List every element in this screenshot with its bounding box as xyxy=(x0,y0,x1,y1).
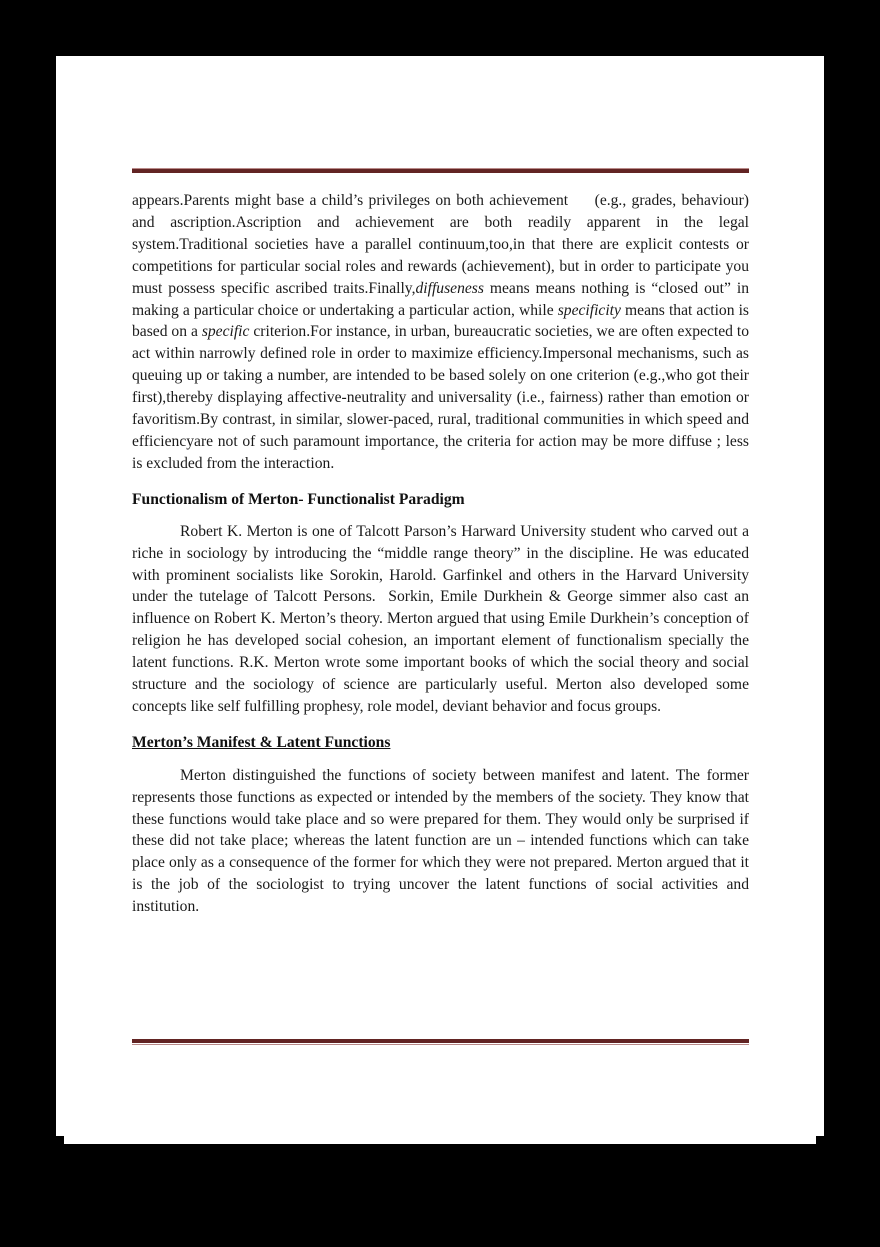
header-rule xyxy=(132,168,749,174)
footer-rule xyxy=(132,1039,749,1045)
spacer xyxy=(132,754,749,765)
paragraph-text: means means nothing is “closed out” in making a particular choice or undertaking a particular action, while xyxy=(132,279,749,319)
header-rule-thick-line xyxy=(132,169,749,173)
emphasis-specificity: specificity xyxy=(557,301,621,319)
section-heading-manifest-latent: Merton’s Manifest & Latent Functions xyxy=(132,733,391,751)
footer-rule-thin-line xyxy=(132,1044,749,1045)
paragraph-text: criterion.For instance, in urban, bureaucratic societies, we are often expected to act within narrowly defined role in order to maximize efficiency.Impersonal mechanisms, such as queuing up or taking a number, are intended to be based solely on one criterion (e.g.,who got their first),thereby displaying affective-neutrality and universality (i.e., fairness) rather than emotion or favoritism.By contrast, in similar, slower-paced, rural, traditional communities in which speed and efficiencyare not of such paramount importance, the criteria for action may be more diffuse ; less is excluded from the interaction. xyxy=(132,323,749,472)
spacer xyxy=(132,511,749,521)
paragraph-text: means that action is based on a xyxy=(132,301,749,341)
paragraph-text: appears.Parents might base a child’s privileges on both achievement (e.g., grades, behaviour) and ascription.Ascription and achievement are both readily apparent in the legal system.Traditional societies have a parallel continuum,too,in that there are explicit contests or competitions for particular social roles and rewards (achievement), but in order to participate you must possess specific ascribed traits.Finally, xyxy=(132,192,749,297)
paragraph-manifest-latent: Merton distinguished the functions of society between manifest and latent. The former represents those functions as expected or intended by the members of the society. They know that these functions would take place and so were prepared for them. They would only be surprised if these did not take place; whereas the latent function are un – intended functions which can take place only as a consequence of the former for which they were not prepared. Merton argued that it is the job of the sociologist to trying uncover the latent functions of social activities and institution. xyxy=(132,766,749,916)
document-page xyxy=(56,56,824,1136)
footer-rule-thick-line xyxy=(132,1039,749,1043)
spacer xyxy=(132,475,749,489)
paragraph-merton-background: Robert K. Merton is one of Talcott Parson’s Harward University student who carved out a riche in sociology by introducing the “middle range theory” in the discipline. He was educated with prominent socialists like Sorokin, Harold. Garfinkel and others in the Harvard University under the tutelage of Talcott Persons. Sorkin, Emile Durkhein & George simmer also cast an influence on Robert K. Merton’s theory. Merton argued that using Emile Durkhein’s conception of religion he has developed social cohesion, an important element of functionalism specially the latent functions. R.K. Merton wrote some important books of which the social theory and social structure and the sociology of science are particularly useful. Merton also developed some concepts like self fulfilling prophesy, role model, deviant behavior and focus groups. xyxy=(132,522,749,715)
section-heading-functionalism: Functionalism of Merton- Functionalist Paradigm xyxy=(132,490,465,508)
page-body xyxy=(132,190,749,918)
emphasis-diffuseness: diffuseness xyxy=(415,279,484,297)
spacer xyxy=(132,718,749,732)
emphasis-specific: specific xyxy=(201,323,250,341)
paragraph-continued xyxy=(132,190,749,475)
